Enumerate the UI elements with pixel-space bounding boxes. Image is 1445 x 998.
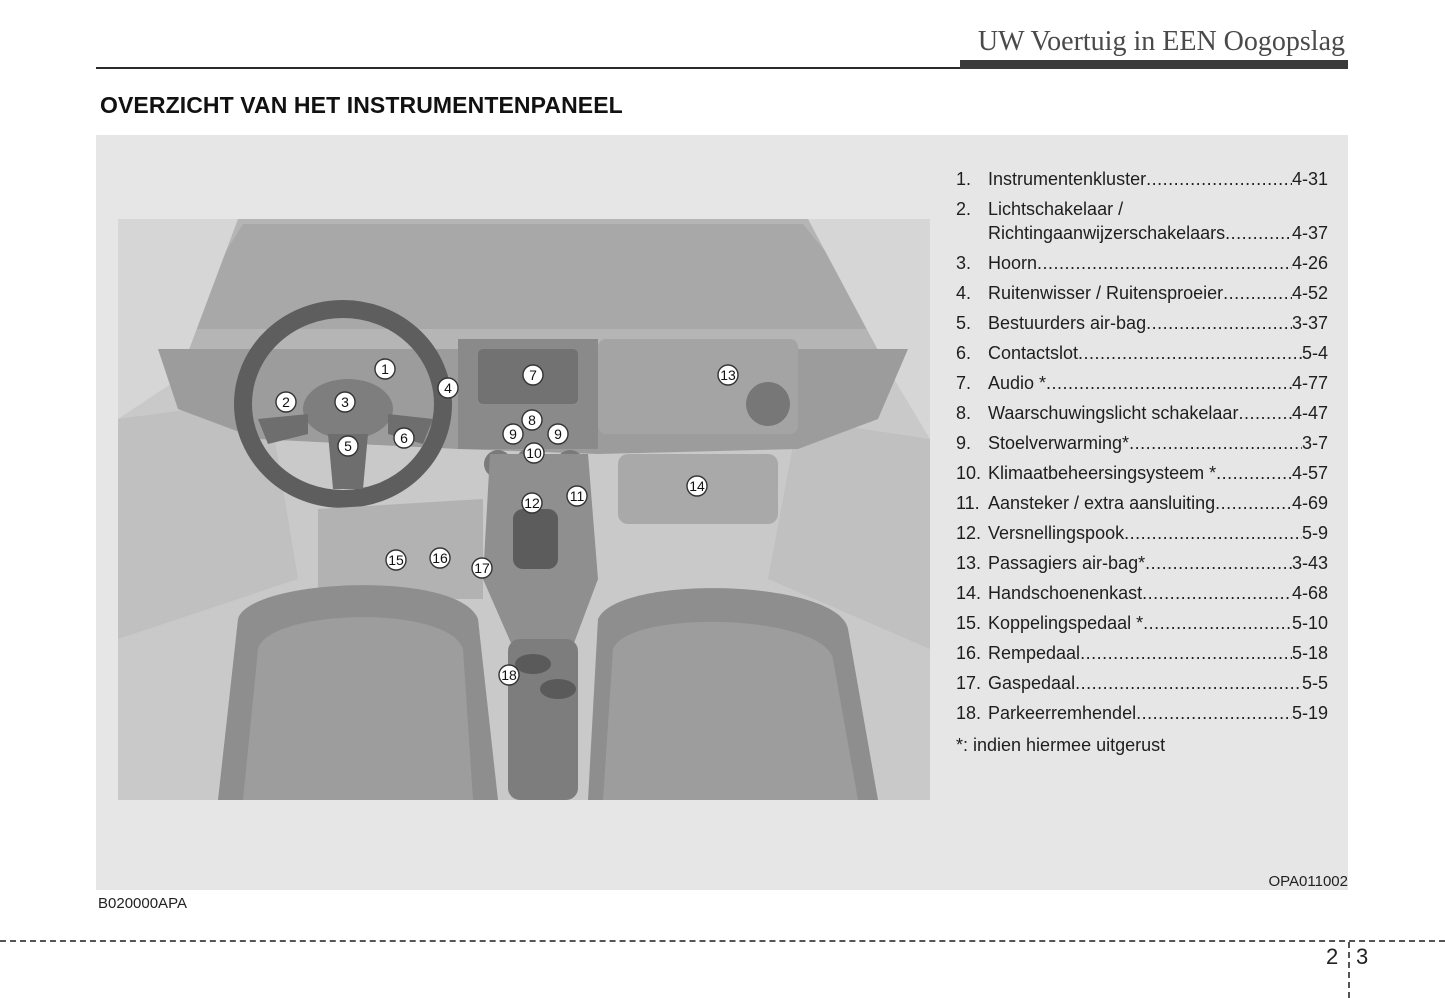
callout-label: 9 bbox=[509, 426, 517, 442]
page-number-chapter: 2 bbox=[1326, 944, 1339, 969]
legend-item: 17. Gaspedaal ..... 5-5 bbox=[956, 671, 1328, 695]
page-heading: OVERZICHT VAN HET INSTRUMENTENPANEEL bbox=[100, 92, 623, 118]
callout-label: 11 bbox=[569, 488, 585, 504]
document-code: B020000APA bbox=[98, 895, 187, 912]
legend-item: 8. Waarschuwingslicht schakelaar ..... 4-47 bbox=[956, 401, 1328, 425]
callout-label: 15 bbox=[388, 552, 404, 568]
callout-label: 2 bbox=[282, 394, 290, 410]
callout-label: 9 bbox=[554, 426, 562, 442]
legend-item: 13. Passagiers air-bag* ..... 3-43 bbox=[956, 551, 1328, 575]
legend-item: 6. Contactslot ..... 5-4 bbox=[956, 341, 1328, 365]
legend-item: 11. Aansteker / extra aansluiting ..... 4-69 bbox=[956, 491, 1328, 515]
figure-panel bbox=[96, 135, 1348, 890]
legend-item: 10. Klimaatbeheersingsysteem * ..... 4-57 bbox=[956, 461, 1328, 485]
callout-12 bbox=[522, 493, 542, 513]
callout-label: 17 bbox=[474, 560, 490, 576]
callout-6 bbox=[394, 428, 414, 448]
callout-9b bbox=[548, 424, 568, 444]
callout-label: 3 bbox=[341, 394, 349, 410]
callout-label: 5 bbox=[344, 438, 352, 454]
legend-item: 16. Rempedaal ..... 5-18 bbox=[956, 641, 1328, 665]
callout-5 bbox=[338, 436, 358, 456]
callout-label: 7 bbox=[529, 367, 537, 383]
legend-item: 2. Lichtschakelaar / Richtingaanwijzerschakelaars ..... 4-37 bbox=[956, 197, 1328, 245]
legend-item: 18. Parkeerremhendel ..... 5-19 bbox=[956, 701, 1328, 725]
callout-7 bbox=[523, 365, 543, 385]
section-title: UW Voertuig in EEN Oogopslag bbox=[977, 26, 1345, 57]
header-rule-thick bbox=[960, 60, 1348, 69]
callout-16 bbox=[430, 548, 450, 568]
figure-code: OPA011002 bbox=[1268, 873, 1348, 890]
callout-label: 13 bbox=[720, 367, 736, 383]
legend-item: 7. Audio * ..... 4-77 bbox=[956, 371, 1328, 395]
callout-1 bbox=[375, 359, 395, 379]
legend-item: 12. Versnellingspook ..... 5-9 bbox=[956, 521, 1328, 545]
legend-item: 5. Bestuurders air-bag ..... 3-37 bbox=[956, 311, 1328, 335]
callout-9a bbox=[503, 424, 523, 444]
footer-dashed-divider bbox=[1348, 942, 1350, 998]
callout-label: 12 bbox=[524, 495, 540, 511]
callout-2 bbox=[276, 392, 296, 412]
callout-label: 8 bbox=[528, 412, 536, 428]
callout-11 bbox=[567, 486, 587, 506]
dashboard-illustration bbox=[118, 219, 930, 800]
legend-footnote: *: indien hiermee uitgerust bbox=[956, 735, 1166, 755]
callout-label: 4 bbox=[444, 380, 452, 396]
callout-3 bbox=[335, 392, 355, 412]
callout-4 bbox=[438, 378, 458, 398]
callout-8 bbox=[522, 410, 542, 430]
callout-label: 18 bbox=[501, 667, 517, 683]
legend-list bbox=[956, 167, 1328, 731]
callout-13 bbox=[718, 365, 738, 385]
legend-item: 1. Instrumentenkluster ..... 4-31 bbox=[956, 167, 1328, 191]
legend-item: 3. Hoorn ..... 4-26 bbox=[956, 251, 1328, 275]
page-number-page: 3 bbox=[1356, 944, 1369, 969]
dashboard-drawing bbox=[118, 219, 930, 800]
callout-label: 14 bbox=[689, 478, 705, 494]
callout-17 bbox=[472, 558, 492, 578]
callout-label: 10 bbox=[526, 445, 542, 461]
callout-14 bbox=[687, 476, 707, 496]
legend-item: 14. Handschoenenkast ..... 4-68 bbox=[956, 581, 1328, 605]
callout-18 bbox=[499, 665, 519, 685]
legend-item: 9. Stoelverwarming* ..... 3-7 bbox=[956, 431, 1328, 455]
callout-label: 6 bbox=[400, 430, 408, 446]
legend-item: 15. Koppelingspedaal * ..... 5-10 bbox=[956, 611, 1328, 635]
callout-15 bbox=[386, 550, 406, 570]
footer-dashed-rule bbox=[0, 940, 1445, 942]
legend-item: 4. Ruitenwisser / Ruitensproeier ..... 4-52 bbox=[956, 281, 1328, 305]
callout-label: 16 bbox=[432, 550, 448, 566]
callout-10 bbox=[524, 443, 544, 463]
callout-label: 1 bbox=[381, 361, 389, 377]
